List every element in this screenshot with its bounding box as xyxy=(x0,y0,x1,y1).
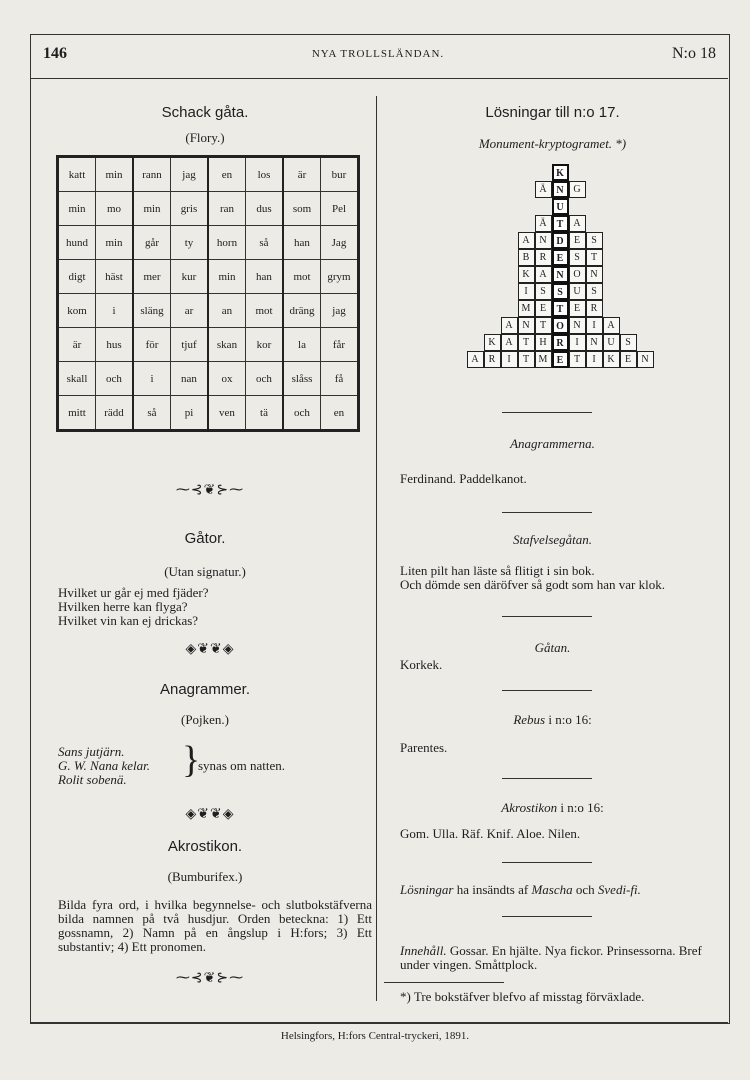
cryptogram-letter: T xyxy=(518,334,535,351)
answer-line: Och dömde sen däröfver så godt som han var klok. xyxy=(400,577,665,592)
grid-cell: dus xyxy=(246,192,284,226)
grid-cell: min xyxy=(58,192,96,226)
cryptogram-letter: N xyxy=(518,317,535,334)
separator xyxy=(502,512,592,513)
riddle-line: Hvilket vin kan ej drickas? xyxy=(58,613,199,628)
column-divider xyxy=(376,96,377,1001)
scroll-ornament: ◈❦❦◈ xyxy=(185,642,235,657)
grid-cell: hus xyxy=(96,328,134,362)
grid-cell: grym xyxy=(321,260,359,294)
cryptogram-letter: K xyxy=(484,334,501,351)
cryptogram-letter: M xyxy=(535,351,552,368)
grid-cell: släng xyxy=(133,294,171,328)
grid-cell: mot xyxy=(283,260,321,294)
anagram-answer-label: Anagrammerna. xyxy=(510,436,595,451)
cryptogram-letter: B xyxy=(518,249,535,266)
cryptogram-letter: N xyxy=(552,266,569,283)
anagram-answer: Ferdinand. Paddelkanot. xyxy=(400,471,527,486)
akro-answer: Gom. Ulla. Räf. Knif. Aloe. Nilen. xyxy=(400,826,581,841)
cryptogram-letter: A xyxy=(535,266,552,283)
grid-cell: går xyxy=(133,226,171,260)
cryptogram-letter: E xyxy=(569,232,586,249)
riddle-line: Hvilken herre kan flyga? xyxy=(58,599,188,614)
grid-cell: är xyxy=(58,328,96,362)
separator xyxy=(502,412,592,413)
grid-cell: nan xyxy=(171,362,209,396)
cryptogram-letter: R xyxy=(535,249,552,266)
grid-cell: så xyxy=(133,396,171,431)
grid-cell: los xyxy=(246,157,284,192)
cryptogram-letter: A xyxy=(501,317,518,334)
cryptogram-letter: U xyxy=(569,283,586,300)
cryptogram-letter: E xyxy=(535,300,552,317)
separator xyxy=(502,616,592,617)
grid-cell: kur xyxy=(171,260,209,294)
cryptogram-letter: R xyxy=(586,300,603,317)
grid-cell: Jag xyxy=(321,226,359,260)
answer-line: Liten pilt han läste så flitigt i sin bok. xyxy=(400,563,595,578)
footer-rule xyxy=(30,1022,728,1023)
grid-cell: som xyxy=(283,192,321,226)
cryptogram-letter: A xyxy=(518,232,535,249)
contents: Innehåll. Gossar. En hjälte. Nya fickor. Prinsessorna. Bref under vingen. Småttplock. xyxy=(400,943,702,972)
anagram-item: Sans jutjärn. xyxy=(58,744,125,759)
grid-cell: häst xyxy=(96,260,134,294)
printer-imprint: Helsingfors, H:fors Central-tryckeri, 1891. xyxy=(280,1030,470,1042)
gatan-answer: Korkek. xyxy=(400,657,443,672)
grid-cell: bur xyxy=(321,157,359,192)
solutions-title: Lösningar till n:o 17. xyxy=(485,104,620,121)
rebus-answer: Parentes. xyxy=(400,740,448,755)
grid-cell: gris xyxy=(171,192,209,226)
cryptogram-letter: K xyxy=(518,266,535,283)
cryptogram-letter: N xyxy=(552,181,569,198)
cryptogram-letter: S xyxy=(552,283,569,300)
grid-cell: ar xyxy=(171,294,209,328)
grid-cell: han xyxy=(283,226,321,260)
grid-cell: skall xyxy=(58,362,96,396)
separator xyxy=(502,778,592,779)
cryptogram-letter: A xyxy=(569,215,586,232)
cryptogram-letter: O xyxy=(569,266,586,283)
footnote-rule xyxy=(384,982,504,983)
cryptogram-letter: N xyxy=(569,317,586,334)
grid-cell: digt xyxy=(58,260,96,294)
grid-cell: rann xyxy=(133,157,171,192)
anagram-title: Anagrammer. xyxy=(159,681,251,698)
cryptogram-letter: T xyxy=(535,317,552,334)
grid-cell: tä xyxy=(246,396,284,431)
cryptogram-letter: K xyxy=(603,351,620,368)
grid-cell: ran xyxy=(208,192,246,226)
cryptogram-letter: E xyxy=(569,300,586,317)
grid-cell: och xyxy=(96,362,134,396)
grid-row xyxy=(58,192,359,226)
grid-row xyxy=(58,328,359,362)
cryptogram-letter: E xyxy=(552,351,569,368)
grid-cell: mot xyxy=(246,294,284,328)
cryptogram-letter: T xyxy=(552,215,569,232)
akrostikon-text: Bilda fyra ord, i hvilka begynnelse- och slutbokstäfverna bilda namnen på två husdjur. Orden beteckna: 1) Ett gossnamn, 2) Namn på en ångslup i H:fors; 3) Ett substantiv; 4) Ett pronomen. xyxy=(58,897,372,954)
gatan-label: Gåtan. xyxy=(534,640,571,655)
page-number: 146 xyxy=(43,45,67,62)
cryptogram-letter: R xyxy=(484,351,501,368)
grid-cell: är xyxy=(283,157,321,192)
grid-row xyxy=(58,226,359,260)
cryptogram-letter: S xyxy=(569,249,586,266)
grid-cell: kor xyxy=(246,328,284,362)
chess-author: (Flory.) xyxy=(185,130,225,145)
grid-cell: jag xyxy=(171,157,209,192)
cryptogram-letter: T xyxy=(552,300,569,317)
cryptogram-letter: Ä xyxy=(535,181,552,198)
cryptogram-letter: A xyxy=(603,317,620,334)
cryptogram-letter: S xyxy=(535,283,552,300)
cryptogram-letter: D xyxy=(552,232,569,249)
cryptogram-letter: I xyxy=(586,351,603,368)
cryptogram-letter: A xyxy=(467,351,484,368)
akrostikon-author: (Bumburifex.) xyxy=(167,869,243,884)
cryptogram-letter: N xyxy=(586,266,603,283)
cryptogram-letter: M xyxy=(518,300,535,317)
cryptogram-letter: O xyxy=(552,317,569,334)
cryptogram-letter: T xyxy=(569,351,586,368)
grid-cell: min xyxy=(96,157,134,192)
grid-cell: kom xyxy=(58,294,96,328)
grid-cell: få xyxy=(321,362,359,396)
grid-row xyxy=(58,362,359,396)
stafvelse-label: Stafvelsegåtan. xyxy=(512,532,593,547)
grid-cell: ox xyxy=(208,362,246,396)
cryptogram-letter: N xyxy=(535,232,552,249)
brace: } xyxy=(182,739,201,781)
cryptogram-letter: U xyxy=(552,198,569,215)
monument-cryptogram xyxy=(460,164,660,384)
senders-line: Lösningar ha insändts af Mascha och Svedi-fi. xyxy=(400,882,641,897)
footnote: *) Tre bokstäfver blefvo af misstag förväxlade. xyxy=(400,989,645,1004)
cryptogram-letter: Ä xyxy=(535,215,552,232)
cryptogram-letter: R xyxy=(552,334,569,351)
gator-list xyxy=(58,586,358,628)
grid-cell: min xyxy=(133,192,171,226)
riddle-line: Hvilket ur går ej med fjäder? xyxy=(58,585,209,600)
grid-cell: horn xyxy=(208,226,246,260)
separator xyxy=(502,690,592,691)
scroll-ornament: ◈❦❦◈ xyxy=(185,807,235,822)
cryptogram-letter: S xyxy=(586,232,603,249)
cryptogram-letter: E xyxy=(620,351,637,368)
separator xyxy=(502,862,592,863)
gator-author: (Utan signatur.) xyxy=(164,564,246,579)
issue-number: N:o 18 xyxy=(672,45,716,62)
cryptogram-letter: H xyxy=(535,334,552,351)
cryptogram-letter: U xyxy=(603,334,620,351)
grid-row xyxy=(58,157,359,192)
grid-cell: min xyxy=(208,260,246,294)
grid-cell: hund xyxy=(58,226,96,260)
cryptogram-letter: N xyxy=(586,334,603,351)
separator xyxy=(502,916,592,917)
cryptogram-letter: E xyxy=(552,249,569,266)
chess-word-grid xyxy=(56,155,360,432)
grid-cell: pi xyxy=(171,396,209,431)
rebus-label: Rebus i n:o 16: xyxy=(513,712,592,727)
grid-cell: slåss xyxy=(283,362,321,396)
akro-answer-label: Akrostikon i n:o 16: xyxy=(501,800,604,815)
stafvelse-answer xyxy=(400,564,720,592)
grid-row xyxy=(58,260,359,294)
grid-cell: jag xyxy=(321,294,359,328)
chess-title: Schack gåta. xyxy=(161,104,249,121)
grid-cell: i xyxy=(133,362,171,396)
anagram-item: G. W. Nana kelar. xyxy=(58,758,150,773)
cryptogram-letter: I xyxy=(569,334,586,351)
cryptogram-letter: A xyxy=(501,334,518,351)
grid-cell: an xyxy=(208,294,246,328)
flourish-ornament: ⁓⊰❦⊱⁓ xyxy=(175,483,245,498)
cryptogram-letter: G xyxy=(569,181,586,198)
publication-title: NYA TROLLSLÄNDAN. xyxy=(311,48,445,60)
flourish-ornament: ⁓⊰❦⊱⁓ xyxy=(175,971,245,986)
anagram-suffix: synas om natten. xyxy=(198,758,286,773)
anagram-author: (Pojken.) xyxy=(180,712,230,727)
akrostikon-title: Akrostikon. xyxy=(167,838,243,855)
cryptogram-letter: S xyxy=(586,283,603,300)
grid-cell: i xyxy=(96,294,134,328)
grid-cell: mitt xyxy=(58,396,96,431)
cryptogram-letter: I xyxy=(518,283,535,300)
grid-cell: rädd xyxy=(96,396,134,431)
grid-row xyxy=(58,294,359,328)
grid-cell: ven xyxy=(208,396,246,431)
cryptogram-letter: T xyxy=(586,249,603,266)
grid-cell: en xyxy=(321,396,359,431)
grid-cell: katt xyxy=(58,157,96,192)
grid-cell: skan xyxy=(208,328,246,362)
cryptogram-letter: I xyxy=(586,317,603,334)
grid-row xyxy=(58,396,359,431)
grid-cell: tjuf xyxy=(171,328,209,362)
grid-cell: en xyxy=(208,157,246,192)
grid-cell: ty xyxy=(171,226,209,260)
grid-cell: mer xyxy=(133,260,171,294)
header-rule xyxy=(30,78,728,79)
anagram-item: Rolit sobenä. xyxy=(58,772,127,787)
monument-label: Monument-kryptogramet. *) xyxy=(478,136,627,151)
grid-cell: Pel xyxy=(321,192,359,226)
grid-cell: för xyxy=(133,328,171,362)
grid-cell: så xyxy=(246,226,284,260)
gator-title: Gåtor. xyxy=(184,530,226,547)
grid-cell: dräng xyxy=(283,294,321,328)
cryptogram-letter: N xyxy=(637,351,654,368)
cryptogram-letter: K xyxy=(552,164,569,181)
page-header xyxy=(38,42,718,70)
grid-cell: och xyxy=(246,362,284,396)
grid-cell: min xyxy=(96,226,134,260)
grid-cell: han xyxy=(246,260,284,294)
grid-cell: mo xyxy=(96,192,134,226)
grid-cell: och xyxy=(283,396,321,431)
cryptogram-letter: S xyxy=(620,334,637,351)
grid-cell: la xyxy=(283,328,321,362)
cryptogram-letter: T xyxy=(518,351,535,368)
cryptogram-letter: I xyxy=(501,351,518,368)
grid-cell: får xyxy=(321,328,359,362)
